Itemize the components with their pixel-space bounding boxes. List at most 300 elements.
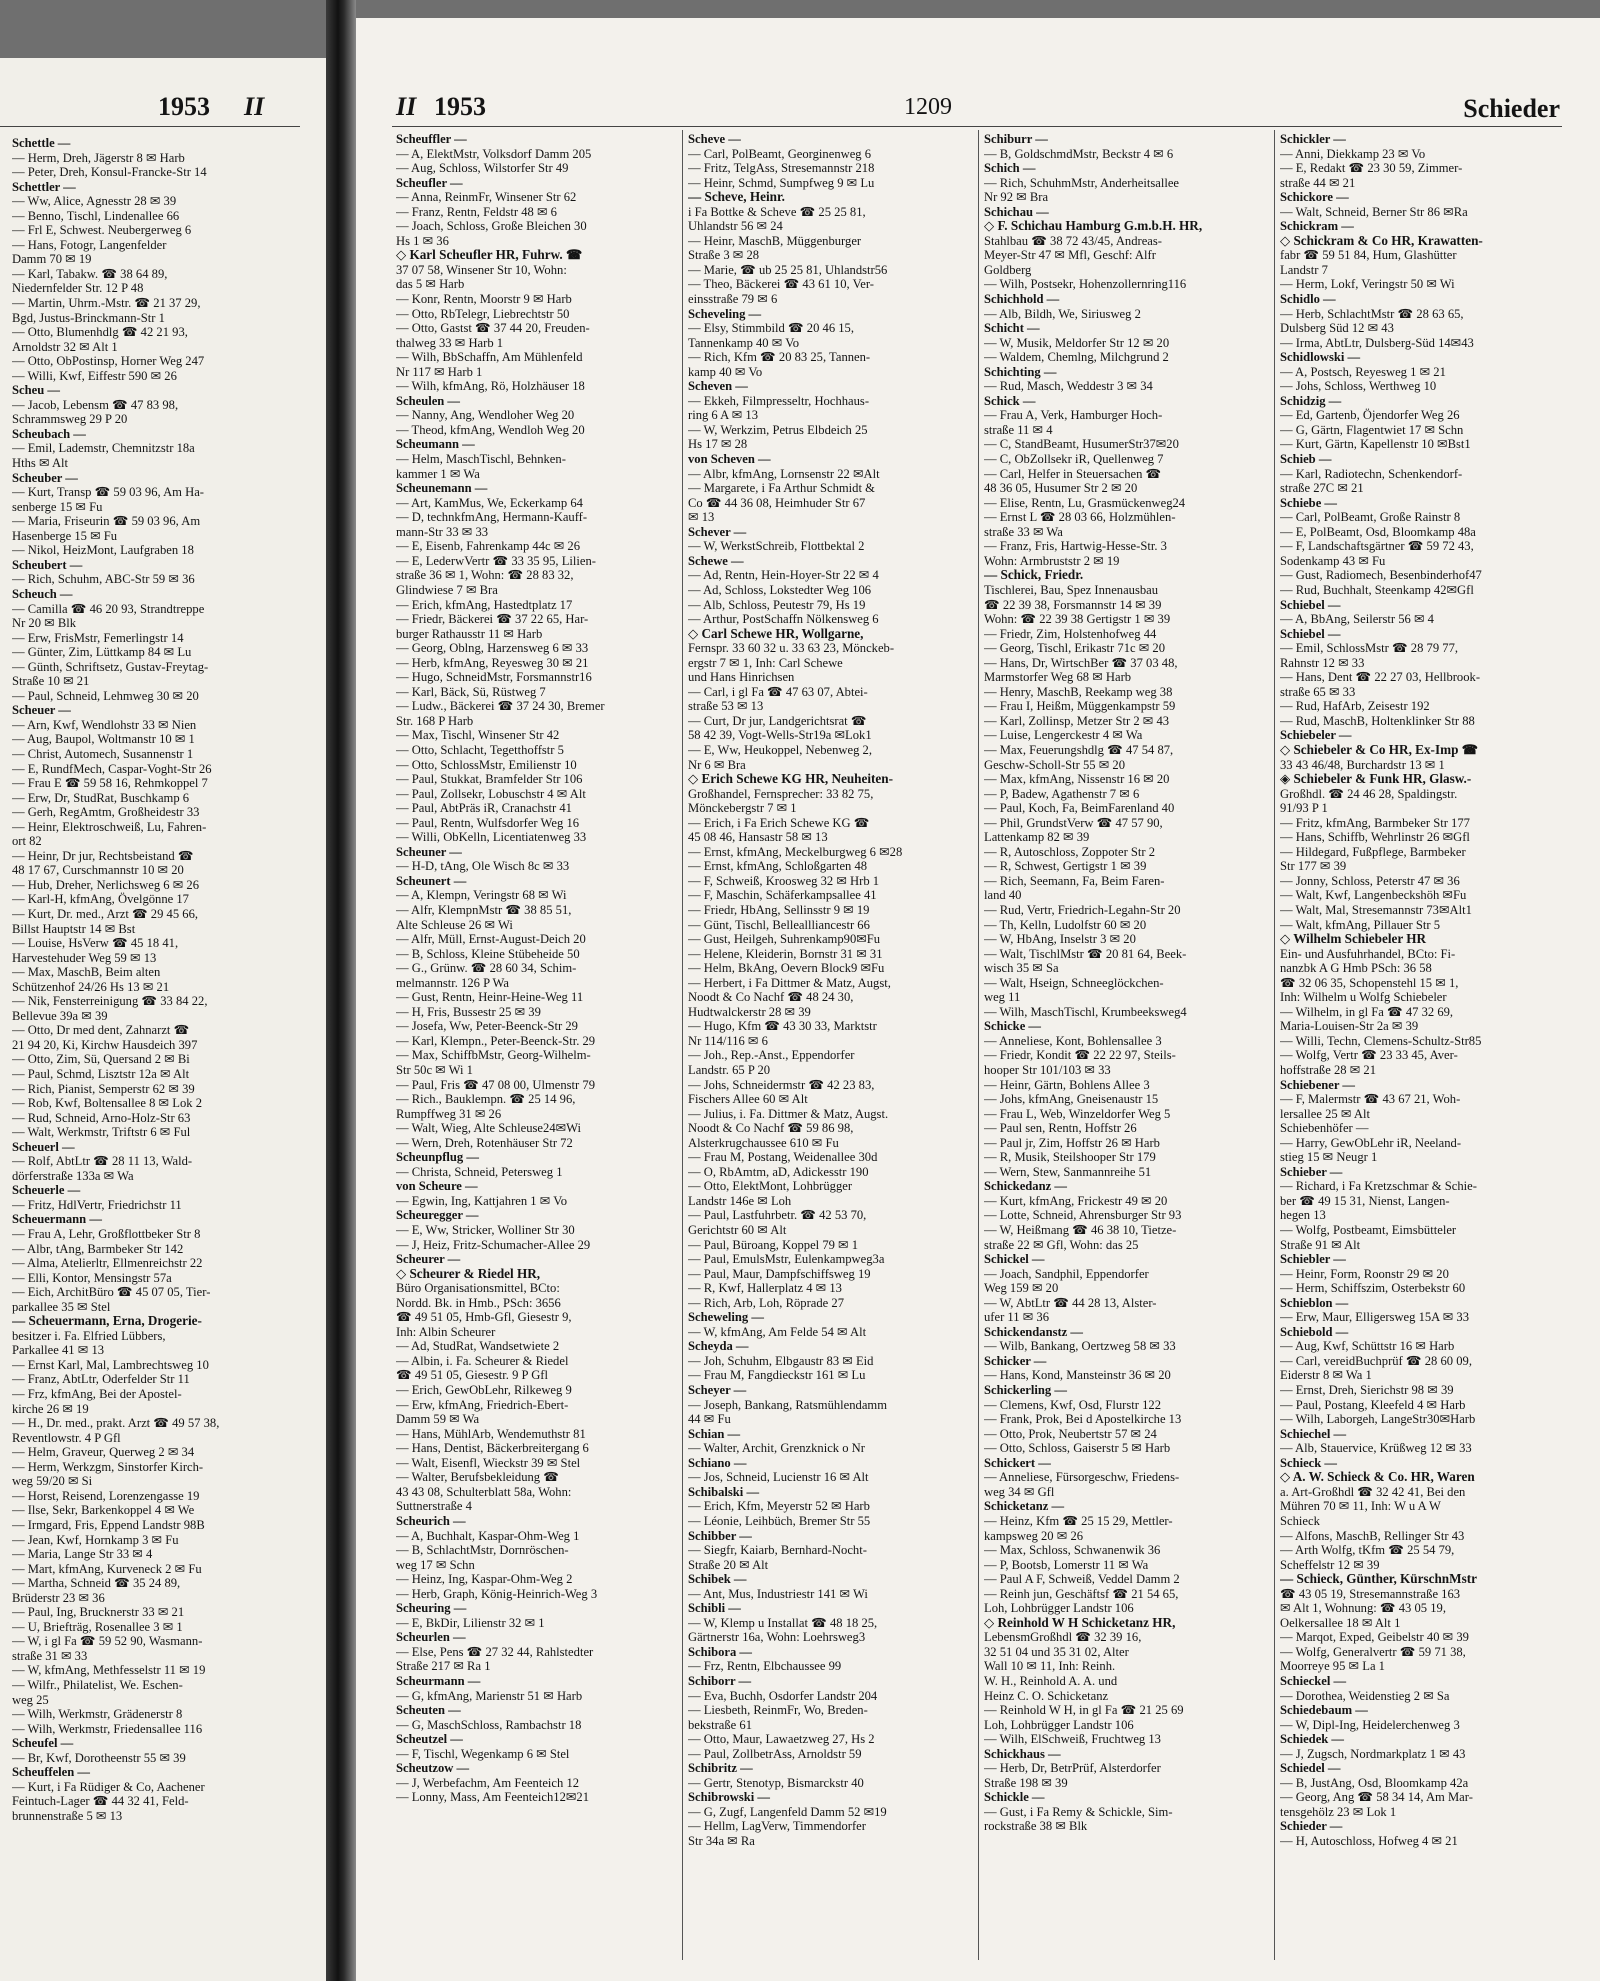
directory-entry-line: — Hans, MühlArb, Wendemuthstr 81 <box>396 1426 586 1441</box>
directory-entry-line: Straße 91 ✉ Alt <box>1280 1237 1361 1252</box>
directory-entry-line: — Frau A, Lehr, Großflottbeker Str 8 <box>12 1227 201 1242</box>
directory-entry-line: Loh, Lohbrügger Landstr 106 <box>984 1717 1134 1732</box>
directory-entry-line: Mönckebergstr 7 ✉ 1 <box>688 801 797 816</box>
directory-entry-line: — Albr, tAng, Barmbeker Str 142 <box>12 1241 184 1256</box>
directory-entry-line: — Ernst Karl, Mal, Lambrechtsweg 10 <box>12 1357 209 1372</box>
directory-entry-line: — Paul A F, Schweiß, Veddel Damm 2 <box>984 1572 1180 1587</box>
directory-entry-line: Nr 117 ✉ Harb 1 <box>396 364 483 379</box>
directory-entry-line: — Eva, Buchh, Osdorfer Landstr 204 <box>688 1688 878 1703</box>
directory-entry-line: — W, Werkzim, Petrus Elbdeich 25 <box>688 422 868 437</box>
directory-entry-line: — Albr, kfmAng, Lornsenstr 22 ✉Alt <box>688 466 880 481</box>
directory-entry-line: — Heinr, Gärtn, Bohlens Allee 3 <box>984 1077 1150 1092</box>
directory-entry-line: Sodenkamp 43 ✉ Fu <box>1280 553 1386 568</box>
directory-entry-line: Stahlbau ☎ 38 72 43/45, Andreas- <box>984 233 1162 248</box>
directory-entry-line: — Rud, Masch, Weddestr 3 ✉ 34 <box>984 379 1153 394</box>
directory-entry-line: — Otto, ObPostinsp, Horner Weg 247 <box>12 354 205 369</box>
directory-entry-line: Scheutzow — <box>396 1761 470 1776</box>
directory-entry-line: — Herm, Dreh, Jägerstr 8 ✉ Harb <box>12 150 185 165</box>
directory-entry-line: — P, Badew, Agathenstr 7 ✉ 6 <box>984 786 1140 801</box>
directory-entry-line: — H., Dr. med., prakt. Arzt ☎ 49 57 38, <box>12 1416 220 1431</box>
directory-entry-line: — Anneliese, Fürsorgeschw, Friedens- <box>984 1470 1180 1485</box>
directory-entry-line: — Henry, MaschB, Reekamp weg 38 <box>984 684 1173 699</box>
directory-entry-line: — Frau A, Verk, Hamburger Hoch- <box>984 408 1163 423</box>
directory-entry-line: — Marqot, Exped, Geibelstr 40 ✉ 39 <box>1280 1630 1469 1645</box>
directory-entry-line: ◇ Scheurer & Riedel HR, <box>396 1266 541 1281</box>
directory-entry-line: — H, Fris, Bussestr 25 ✉ 39 <box>396 1004 541 1019</box>
directory-entry-line: straße 31 ✉ 33 <box>12 1648 88 1663</box>
directory-entry-line: — Ludw., Bäckerei ☎ 37 24 30, Bremer <box>396 699 605 714</box>
directory-entry-line: — Joach, Schloss, Große Bleichen 30 <box>396 219 587 234</box>
directory-entry-line: Schieb — <box>1280 452 1332 467</box>
directory-entry-line: — Elli, Kontor, Mensingstr 57a <box>12 1270 172 1285</box>
directory-entry-line: — Anneliese, Kont, Bohlensallee 3 <box>984 1033 1162 1048</box>
directory-entry-line: straße 33 ✉ Wa <box>984 524 1063 539</box>
directory-entry-line: — Joh, Schuhm, Elbgaustr 83 ✉ Eid <box>688 1353 874 1368</box>
directory-entry-line: — Curt, Dr jur, Landgerichtsrat ☎ <box>688 713 867 728</box>
directory-entry-line: Landstr. 65 P 20 <box>688 1063 771 1077</box>
directory-entry-line: thalweg 33 ✉ Harb 1 <box>396 335 504 350</box>
directory-entry-line: — Karl, Tabakw. ☎ 38 64 89, <box>12 266 168 281</box>
directory-entry-line: — J, Zugsch, Nordmarkplatz 1 ✉ 43 <box>1280 1746 1466 1761</box>
directory-entry-line: Bellevue 39a ✉ 39 <box>12 1008 108 1023</box>
directory-entry-line: — Hellm, LagVerw, Timmendorfer <box>688 1819 866 1834</box>
directory-entry-line: — Heinr, Schmd, Sumpfweg 9 ✉ Lu <box>688 175 875 190</box>
directory-entry-line: — Scheuermann, Erna, Drogerie- <box>12 1314 202 1329</box>
directory-entry-line: — Erw, Maur, Elligersweg 15A ✉ 33 <box>1280 1310 1470 1325</box>
directory-entry-line: — Herb, kfmAng, Reyesweg 30 ✉ 21 <box>396 655 589 670</box>
directory-entry-line: — Herm, Schiffszim, Osterbekstr 60 <box>1280 1281 1466 1296</box>
directory-entry-line: ◇ F. Schichau Hamburg G.m.b.H. HR, <box>984 219 1203 234</box>
directory-entry-line: Rahnstr 12 ✉ 33 <box>1280 655 1365 670</box>
directory-entry-line: 45 08 46, Hansastr 58 ✉ 13 <box>688 830 828 845</box>
directory-entry-line: — Otto, Zim, Sü, Quersand 2 ✉ Bi <box>12 1052 190 1067</box>
directory-entry-line: Fischers Allee 60 ✉ Alt <box>688 1092 808 1107</box>
directory-entry-line: — Kurt, kfmAng, Frickestr 49 ✉ 20 <box>984 1193 1168 1208</box>
directory-entry-line: — Erw, FrisMstr, Femerlingstr 14 <box>12 630 184 645</box>
directory-entry-line: Geschw-Scholl-Str 55 ✉ 20 <box>984 757 1126 772</box>
directory-entry-line: Scheumann — <box>396 437 475 452</box>
directory-entry-line: — C, ObZollsekr iR, Quellenweg 7 <box>984 452 1164 467</box>
directory-entry-line: — Wilh, Werkmstr, Grädenerstr 8 <box>12 1707 183 1722</box>
directory-entry-line: — Josefa, Ww, Peter-Beenck-Str 29 <box>396 1019 578 1034</box>
directory-entry-line: Schickerling — <box>984 1383 1067 1398</box>
directory-entry-line: — Paul, Ing, Brucknerstr 33 ✉ 21 <box>12 1605 185 1620</box>
directory-entry-line: — Wilhelm, in gl Fa ☎ 47 32 69, <box>1280 1004 1454 1019</box>
directory-entry-line: — Erich, i Fa Erich Schewe KG ☎ <box>688 815 870 830</box>
directory-entry-line: Schützenhof 24/26 Hs 13 ✉ 21 <box>12 979 170 994</box>
directory-entry-line: Hudtwalckerstr 28 ✉ 39 <box>688 1004 811 1019</box>
directory-entry-line: — Erich, GewObLehr, Rilkeweg 9 <box>396 1383 572 1398</box>
directory-entry-line: — A, Postsch, Reyesweg 1 ✉ 21 <box>1280 364 1446 379</box>
directory-entry-line: Str 50c ✉ Wi 1 <box>396 1063 473 1077</box>
directory-entry-line: Scheuermann — <box>12 1212 102 1227</box>
directory-entry-line: — Willi, Kwf, Eiffestr 590 ✉ 26 <box>12 368 177 383</box>
directory-entry-line: 48 17 67, Curschmannstr 10 ✉ 20 <box>12 863 184 878</box>
directory-entry-line: — Horst, Reisend, Lorenzengasse 19 <box>12 1488 200 1503</box>
directory-entry-line: Heinz C. O. Schicketanz <box>984 1688 1109 1703</box>
directory-entry-line: Inh: Albin Scheurer <box>396 1324 496 1339</box>
directory-entry-line: Feintuch-Lager ☎ 44 32 41, Feld- <box>12 1794 189 1809</box>
directory-entry-line: mann-Str 33 ✉ 33 <box>396 524 489 539</box>
directory-entry-line: bekstraße 61 <box>688 1717 752 1732</box>
directory-entry-line: — Wolfg, Postbeamt, Eimsbütteler <box>1280 1223 1457 1238</box>
directory-entry-line: Brüderstr 23 ✉ 36 <box>12 1590 105 1605</box>
directory-entry-line: Schicketanz — <box>984 1499 1065 1514</box>
directory-entry-line: Schich — <box>984 161 1036 176</box>
directory-entry-line: — Max, Tischl, Winsener Str 42 <box>396 728 560 743</box>
directory-entry-line: — Paul, Schneid, Lehmweg 30 ✉ 20 <box>12 688 199 703</box>
directory-entry-line: — Gust, Heilgeh, Suhrenkamp90✉Fu <box>688 932 881 947</box>
directory-entry-line: — Egwin, Ing, Kattjahren 1 ✉ Vo <box>396 1193 567 1208</box>
directory-entry-line: — Julius, i. Fa. Dittmer & Matz, Augst. <box>688 1106 889 1121</box>
directory-entry-line: — Else, Pens ☎ 27 32 44, Rahlstedter <box>396 1644 594 1659</box>
right-page <box>356 18 1600 1981</box>
directory-column-1 <box>396 132 676 1962</box>
directory-entry-line: — Otto, Schloss, Gaiserstr 5 ✉ Harb <box>984 1441 1171 1456</box>
directory-entry-line: Nordd. Bk. in Hmb., PSch: 3656 <box>396 1295 561 1310</box>
directory-entry-line: Straße 10 ✉ 21 <box>12 674 90 689</box>
directory-entry-line: Schidlowski — <box>1280 350 1361 365</box>
directory-entry-line: — Alfr, KlempnMstr ☎ 38 85 51, <box>396 902 572 917</box>
directory-entry-line: — Helene, Kleiderin, Bornstr 31 ✉ 31 <box>688 946 883 961</box>
directory-entry-line: — Walt, Mal, Stresemannstr 73✉Alt1 <box>1280 902 1472 917</box>
directory-entry-line: Scheyer — <box>688 1383 747 1398</box>
directory-entry-line: Inh: Wilhelm u Wolfg Schiebeler <box>1280 990 1447 1005</box>
directory-entry-line: Scheuerle — <box>12 1183 81 1198</box>
directory-entry-line: — D, technkfmAng, Hermann-Kauff- <box>396 510 588 525</box>
directory-entry-line: — Rich, SchuhmMstr, Anderheitsallee <box>984 175 1180 190</box>
directory-entry-line: — Arth Wolfg, tKfm ☎ 25 54 79, <box>1280 1543 1455 1558</box>
running-head: Schieder <box>1463 94 1560 123</box>
directory-entry-line: — Paul, EmulsMstr, Eulenkampweg3a <box>688 1252 885 1267</box>
directory-entry-line: Scheubach — <box>12 426 86 441</box>
directory-entry-line: W. H., Reinhold A. A. und <box>984 1673 1118 1688</box>
directory-entry-line: straße 53 ✉ 13 <box>688 699 764 714</box>
directory-entry-line: Noodt & Co Nachf ☎ 59 86 98, <box>688 1121 854 1136</box>
directory-entry-line: — Otto, Blumenhdlg ☎ 42 21 93, <box>12 325 188 340</box>
directory-entry-line: Hs 1 ✉ 36 <box>396 233 449 248</box>
directory-entry-line: Ein- und Ausfuhrhandel, BCto: Fi- <box>1280 946 1456 961</box>
directory-entry-line: Großhandel, Fernsprecher: 33 82 75, <box>688 786 874 801</box>
directory-entry-line: 44 ✉ Fu <box>688 1412 731 1427</box>
left-page <box>0 58 326 1981</box>
directory-entry-line: — Br, Kwf, Dorotheenstr 55 ✉ 39 <box>12 1750 186 1765</box>
directory-entry-line: — Irmgard, Fris, Eppend Landstr 98B <box>12 1517 205 1532</box>
directory-entry-line: — Frz, Rentn, Elbchaussee 99 <box>688 1659 842 1674</box>
directory-entry-line: Schiedel — <box>1280 1761 1341 1776</box>
directory-entry-line: — Otto, Maur, Lawaetzweg 27, Hs 2 <box>688 1732 875 1747</box>
directory-entry-line: — Helm, BkAng, Oevern Block9 ✉Fu <box>688 961 885 976</box>
directory-entry-line: — Richard, i Fa Kretzschmar & Schie- <box>1280 1179 1477 1194</box>
directory-entry-line: — Heinr, Dr jur, Rechtsbeistand ☎ <box>12 848 194 863</box>
directory-entry-line: Uhlandstr 56 ✉ 24 <box>688 219 783 234</box>
directory-entry-line: Scheuch — <box>12 586 73 601</box>
directory-entry-line: — Rud, Buchhalt, Steenkamp 42✉Gfl <box>1280 582 1474 597</box>
directory-entry-line: — Otto, RbTelegr, Liebrechtstr 50 <box>396 306 570 321</box>
directory-entry-line: — W, HbAng, Inselstr 3 ✉ 20 <box>984 932 1136 947</box>
directory-entry-line: Schiedek — <box>1280 1732 1345 1747</box>
directory-entry-line: Scheufler — <box>396 175 463 190</box>
directory-entry-line: 33 43 46/48, Burchardstr 13 ✉ 1 <box>1280 757 1445 772</box>
directory-entry-line: ◇ Karl Scheufler HR, Fuhrw. ☎ <box>396 248 583 263</box>
directory-entry-line: — Scheve, Heinr. <box>688 190 785 205</box>
directory-entry-line: — Maria, Friseurin ☎ 59 03 96, Am <box>12 514 201 529</box>
directory-entry-line: Scheuring — <box>396 1601 467 1616</box>
directory-entry-line: — Martha, Schneid ☎ 35 24 89, <box>12 1576 181 1591</box>
directory-entry-line: Hths ✉ Alt <box>12 456 69 471</box>
directory-entry-line: — Irma, AbtLtr, Dulsberg-Süd 14✉43 <box>1280 335 1474 350</box>
directory-entry-line: — Heinz, Ing, Kaspar-Ohm-Weg 2 <box>396 1572 573 1587</box>
directory-entry-line: ☎ 32 06 35, Schopenstehl 15 ✉ 1, <box>1280 975 1459 990</box>
directory-entry-line: hooper Str 101/103 ✉ 33 <box>984 1063 1111 1077</box>
directory-entry-line: — Karl-H, kfmAng, Övelgönne 17 <box>12 892 189 907</box>
directory-entry-line: — E, LederwVertr ☎ 33 35 95, Lilien- <box>396 553 596 568</box>
directory-entry-line: tensgehölz 23 ✉ Lok 1 <box>1280 1804 1397 1819</box>
directory-entry-line: — Walter, Berufsbekleidung ☎ <box>396 1470 559 1485</box>
directory-entry-line: — H-D, tAng, Ole Wisch 8c ✉ 33 <box>396 859 570 874</box>
directory-entry-line: — Rich, Pianist, Semperstr 62 ✉ 39 <box>12 1081 195 1096</box>
directory-entry-line: — Otto, Gastst ☎ 37 44 20, Freuden- <box>396 321 590 336</box>
directory-entry-line: straße 44 ✉ 21 <box>1280 175 1356 190</box>
directory-entry-line: — Heinr, MaschB, Müggenburger <box>688 233 862 248</box>
directory-entry-line: — Kurt, Dr. med., Arzt ☎ 29 45 66, <box>12 906 199 921</box>
directory-entry-line: Schickle — <box>984 1790 1045 1805</box>
directory-entry-line: Straße 198 ✉ 39 <box>984 1775 1068 1790</box>
directory-entry-line: das 5 ✉ Harb <box>396 277 465 292</box>
directory-entry-line: — Christa, Schneid, Petersweg 1 <box>396 1164 563 1179</box>
directory-entry-line: Schieblon — <box>1280 1295 1349 1310</box>
left-header-rule <box>0 126 300 127</box>
directory-entry-line: Scheurlen — <box>396 1630 466 1645</box>
directory-entry-line: Parkallee 41 ✉ 13 <box>12 1343 105 1358</box>
directory-entry-line: — Walt, TischlMstr ☎ 20 81 64, Beek- <box>984 946 1187 961</box>
directory-entry-line: — Konr, Rentn, Moorstr 9 ✉ Harb <box>396 292 572 307</box>
directory-entry-line: Schibalski — <box>688 1484 760 1499</box>
directory-entry-line: — Rich, Schuhm, ABC-Str 59 ✉ 36 <box>12 572 195 587</box>
column-divider <box>682 130 683 1960</box>
directory-entry-line: — Jean, Kwf, Hornkamp 3 ✉ Fu <box>12 1532 179 1547</box>
directory-entry-line: — Th, Kelln, Ludolfstr 60 ✉ 20 <box>984 917 1147 932</box>
directory-entry-line: ☎ 43 05 19, Stresemannstraße 163 <box>1280 1586 1461 1601</box>
directory-entry-line: Billst Hauptstr 14 ✉ Bst <box>12 921 136 936</box>
directory-entry-line: — Gust, Rentn, Heinr-Heine-Weg 11 <box>396 990 584 1005</box>
right-header-rule <box>392 126 1562 127</box>
directory-entry-line: — F, Schweiß, Kroosweg 32 ✉ Hrb 1 <box>688 873 880 888</box>
directory-entry-line: — Heinz, Kfm ☎ 25 15 29, Mettler- <box>984 1513 1173 1528</box>
directory-entry-line: Hasenberge 15 ✉ Fu <box>12 528 118 543</box>
directory-entry-line: parkallee 35 ✉ Stel <box>12 1299 111 1314</box>
directory-entry-line: — Ernst, kfmAng, Schloßgarten 48 <box>688 859 868 874</box>
directory-entry-line: — Herm, Lokf, Veringstr 50 ✉ Wi <box>1280 277 1455 292</box>
directory-entry-line: Bgd, Justus-Brinckmann-Str 1 <box>12 310 165 325</box>
directory-entry-line: Moorreye 95 ✉ La 1 <box>1280 1659 1385 1674</box>
directory-entry-line: straße 27C ✉ 21 <box>1280 481 1364 496</box>
directory-entry-line: ☎ 49 51 05, Hmb-Gfl, Giesestr 9, <box>396 1310 572 1325</box>
directory-entry-line: senberge 15 ✉ Fu <box>12 499 103 514</box>
directory-entry-line: Schieck <box>1280 1513 1320 1528</box>
directory-entry-line: Schiebener — <box>1280 1077 1355 1092</box>
directory-entry-line: — Erw, Dr, StudRat, Buschkamp 6 <box>12 790 190 805</box>
directory-entry-line: melmannstr. 126 P Wa <box>396 975 510 990</box>
directory-entry-line: — Helm, MaschTischl, Behnken- <box>396 452 566 467</box>
directory-entry-line: Nr 92 ✉ Bra <box>984 190 1049 205</box>
directory-entry-line: Schickore — <box>1280 190 1349 205</box>
directory-entry-line: straße 22 ✉ Gfl, Wohn: das 25 <box>984 1237 1139 1252</box>
directory-entry-line: Schicke — <box>984 1019 1042 1034</box>
directory-entry-line: Str 34a ✉ Ra <box>688 1833 755 1848</box>
directory-entry-line: — Ernst, Dreh, Sierichstr 98 ✉ 39 <box>1280 1383 1454 1398</box>
directory-entry-line: ◈ Schiebeler & Funk HR, Glasw.- <box>1280 772 1472 787</box>
directory-entry-line: — Jos, Schneid, Lucienstr 16 ✉ Alt <box>688 1470 869 1485</box>
directory-entry-line: Schettler — <box>12 179 76 194</box>
directory-entry-line: Schickram — <box>1280 219 1354 234</box>
directory-entry-line: — Jonny, Schloss, Peterstr 47 ✉ 36 <box>1280 873 1460 888</box>
directory-entry-line: — Walt, Hseign, Schneeglöckchen- <box>984 975 1164 990</box>
directory-entry-line: — Wilh, Werkmstr, Friedensallee 116 <box>12 1721 203 1736</box>
directory-entry-line: — Gust, i Fa Remy & Schickle, Sim- <box>984 1804 1173 1819</box>
directory-entry-line: — A, Buchhalt, Kaspar-Ohm-Weg 1 <box>396 1528 580 1543</box>
directory-entry-line: — G, Zugf, Langenfeld Damm 52 ✉19 <box>688 1804 887 1819</box>
directory-entry-line: — Hugo, SchneidMstr, Forsmannstr16 <box>396 670 592 685</box>
left-page-volume: II <box>244 92 265 121</box>
directory-entry-line: Str. 168 P Harb <box>396 713 474 728</box>
directory-entry-line: — G, MaschSchloss, Rambachstr 18 <box>396 1717 582 1732</box>
directory-entry-line: — Gust, Radiomech, Besenbinderhof47 <box>1280 568 1482 583</box>
directory-entry-line: — Rud, Vertr, Friedrich-Legahn-Str 20 <box>984 902 1181 917</box>
directory-entry-line: — W, Musik, Meldorfer Str 12 ✉ 20 <box>984 335 1170 350</box>
directory-entry-line: — G., Grünw. ☎ 28 60 34, Schim- <box>396 961 577 976</box>
directory-entry-line: Scheuffelen — <box>12 1765 91 1780</box>
directory-entry-line: — Hugo, Kfm ☎ 43 30 33, Marktstr <box>688 1019 877 1034</box>
directory-entry-line: kamp 40 ✉ Vo <box>688 364 763 379</box>
directory-entry-line: — Frank, Prok, Bei d Apostelkirche 13 <box>984 1412 1182 1427</box>
directory-entry-line: Schiedebaum — <box>1280 1703 1368 1718</box>
directory-entry-line: — Günth, Schriftsetz, Gustav-Freytag- <box>12 659 209 674</box>
directory-entry-line: Scheu — <box>12 383 60 398</box>
directory-entry-line: — Johs, Schneidermstr ☎ 42 23 83, <box>688 1077 875 1092</box>
directory-entry-line: — Rolf, AbtLtr ☎ 28 11 13, Wald- <box>12 1154 193 1169</box>
directory-entry-line: Nr 114/116 ✉ 6 <box>688 1033 768 1048</box>
directory-entry-line: Scheven — <box>688 379 748 394</box>
directory-entry-line: — Willi, ObKelln, Licentiatenweg 33 <box>396 830 587 845</box>
directory-column-4 <box>1280 132 1566 1962</box>
directory-entry-line: — Otto, Schlacht, Tegetthoffstr 5 <box>396 742 564 757</box>
directory-entry-line: — Franz, Fris, Hartwig-Hesse-Str. 3 <box>984 539 1167 554</box>
directory-entry-line: Alte Schleuse 26 ✉ Wi <box>396 917 513 932</box>
directory-entry-line: 21 94 20, Ki, Kirchw Hausdeich 397 <box>12 1037 198 1052</box>
directory-entry-line: — A, ElektMstr, Volksdorf Damm 205 <box>396 146 592 161</box>
directory-entry-line: Schieder — <box>1280 1819 1343 1834</box>
directory-entry-line: Schibritz — <box>688 1761 753 1776</box>
directory-entry-line: Glindwiese 7 ✉ Bra <box>396 582 498 597</box>
directory-entry-line: — Albin, i. Fa. Scheurer & Riedel <box>396 1353 569 1368</box>
directory-entry-line: — Frau L, Web, Winzeldorfer Weg 5 <box>984 1106 1171 1121</box>
directory-entry-line: Scheufel — <box>12 1736 74 1751</box>
right-page-volume: II <box>396 92 417 121</box>
directory-entry-line: — Arn, Kwf, Wendlohstr 33 ✉ Nien <box>12 717 197 732</box>
directory-entry-line: weg 17 ✉ Schn <box>396 1557 475 1572</box>
directory-entry-line: — Art, KamMus, We, Eckerkamp 64 <box>396 495 583 510</box>
directory-entry-line: — Lonny, Mass, Am Feenteich12✉21 <box>396 1790 590 1805</box>
directory-entry-line: — Walt, Schneid, Berner Str 86 ✉Ra <box>1280 204 1468 219</box>
directory-entry-line: Arnoldstr 32 ✉ Alt 1 <box>12 339 118 354</box>
directory-entry-line: — Mart, kfmAng, Kurveneck 2 ✉ Fu <box>12 1561 202 1576</box>
directory-entry-line: — Paul, ZollbetrAss, Arnoldstr 59 <box>688 1746 862 1761</box>
directory-entry-line: — Hans, Fotogr, Langenfelder <box>12 237 167 252</box>
directory-entry-line: straße 11 ✉ 4 <box>984 422 1053 437</box>
directory-entry-line: ber ☎ 49 15 31, Nienst, Langen- <box>1280 1193 1450 1208</box>
directory-entry-line: — Anna, ReinmFr, Winsener Str 62 <box>396 190 577 205</box>
directory-entry-line: — Benno, Tischl, Lindenallee 66 <box>12 208 180 223</box>
directory-entry-line: Schian — <box>688 1426 741 1441</box>
directory-entry-line: — W, kfmAng, Am Felde 54 ✉ Alt <box>688 1324 867 1339</box>
directory-entry-line: — C, StandBeamt, HusumerStr37✉20 <box>984 437 1179 452</box>
directory-entry-line: Oelkersallee 18 ✉ Alt 1 <box>1280 1615 1401 1630</box>
directory-entry-line: Maria-Louisen-Str 2a ✉ 39 <box>1280 1019 1419 1034</box>
directory-entry-line: dörferstraße 133a ✉ Wa <box>12 1168 134 1183</box>
directory-entry-line: Damm 59 ✉ Wa <box>396 1412 480 1427</box>
directory-entry-line: Nr 20 ✉ Blk <box>12 616 77 631</box>
directory-entry-line: — W, Heißmang ☎ 46 38 10, Tietze- <box>984 1223 1177 1238</box>
directory-entry-line: Schidlo — <box>1280 292 1336 307</box>
directory-entry-line: — Nikol, HeizMont, Laufgraben 18 <box>12 543 194 558</box>
directory-entry-line: — Christ, Automech, Susannenstr 1 <box>12 746 194 761</box>
directory-entry-line: i Fa Bottke & Scheve ☎ 25 25 81, <box>688 204 866 219</box>
directory-entry-line: — Wolfg, Vertr ☎ 23 33 45, Aver- <box>1280 1048 1458 1063</box>
directory-entry-line: — Lotte, Schneid, Ahrensburger Str 93 <box>984 1208 1182 1223</box>
directory-entry-line: — Erw, kfmAng, Friedrich-Ebert- <box>396 1397 569 1412</box>
directory-entry-line: — Friedr, HbAng, Sellinsstr 9 ✉ 19 <box>688 902 870 917</box>
directory-entry-line: — Wilh, Laborgeh, LangeStr30✉Harb <box>1280 1412 1476 1427</box>
directory-entry-line: Scheunert — <box>396 873 467 888</box>
directory-entry-line: — Ed, Gartenb, Öjendorfer Weg 26 <box>1280 408 1460 423</box>
directory-entry-line: — Hans, Schiffb, Wehrlinstr 26 ✉Gfl <box>1280 830 1470 845</box>
directory-entry-line: Harvestehuder Weg 59 ✉ 13 <box>12 950 157 965</box>
directory-entry-line: — F, Landschaftsgärtner ☎ 59 72 43, <box>1280 539 1474 554</box>
directory-entry-line: Schiano — <box>688 1455 747 1470</box>
directory-entry-line: — Hildegard, Fußpflege, Barmbeker <box>1280 844 1466 859</box>
directory-entry-line: — Gertr, Stenotyp, Bismarckstr 40 <box>688 1775 864 1790</box>
directory-entry-line: weg 11 <box>984 990 1021 1005</box>
directory-entry-line: — Wilh, kfmAng, Rö, Holzhäuser 18 <box>396 379 585 394</box>
directory-entry-line: Schieck — <box>1280 1455 1338 1470</box>
directory-entry-line: Landstr 146e ✉ Loh <box>688 1193 792 1208</box>
directory-entry-line: Scheurer — <box>396 1252 461 1267</box>
directory-entry-line: — B, GoldschmdMstr, Beckstr 4 ✉ 6 <box>984 146 1174 161</box>
directory-entry-line: — Carl, i gl Fa ☎ 47 63 07, Abtei- <box>688 684 868 699</box>
directory-entry-line: — W, Dipl-Ing, Heidelerchenweg 3 <box>1280 1717 1460 1732</box>
directory-entry-line: Wall 10 ✉ 11, Inh: Reinh. <box>984 1659 1116 1674</box>
directory-entry-line: — W, kfmAng, Methfesselstr 11 ✉ 19 <box>12 1663 206 1678</box>
directory-entry-line: — Alb, Stauervice, Krüßweg 12 ✉ 33 <box>1280 1441 1472 1456</box>
directory-entry-line: — Nanny, Ang, Wendloher Weg 20 <box>396 408 575 423</box>
directory-entry-line: — E, PolBeamt, Osd, Bloomkamp 48a <box>1280 524 1476 539</box>
directory-entry-line: — B, Schloss, Kleine Stübeheide 50 <box>396 946 580 961</box>
directory-entry-line: lersallee 25 ✉ Alt <box>1280 1106 1370 1121</box>
directory-entry-line: nanzbk A G Hmb PSch: 36 58 <box>1280 961 1432 976</box>
directory-entry-line: — E, BkDir, Lilienstr 32 ✉ 1 <box>396 1615 545 1630</box>
directory-entry-line: — H, Autoschloss, Hofweg 4 ✉ 21 <box>1280 1833 1458 1848</box>
directory-entry-line: Scheunpflug — <box>396 1150 479 1165</box>
directory-entry-line: — F, Tischl, Wegenkamp 6 ✉ Stel <box>396 1746 570 1761</box>
directory-entry-line: — Fritz, TelgAss, Stresemannstr 218 <box>688 161 875 176</box>
directory-entry-line: besitzer i. Fa. Elfried Lübbers, <box>12 1328 166 1343</box>
directory-entry-line: — J, Werbefachm, Am Feenteich 12 <box>396 1775 580 1790</box>
directory-entry-line: — Heinr, Elektroschweiß, Lu, Fahren- <box>12 819 207 834</box>
directory-entry-line: — Paul, Postang, Kleefeld 4 ✉ Harb <box>1280 1397 1466 1412</box>
directory-entry-line: — Schieck, Günther, KürschnMstr <box>1280 1572 1477 1587</box>
directory-entry-line: — Rich., Bauklempn. ☎ 25 14 96, <box>396 1092 576 1107</box>
